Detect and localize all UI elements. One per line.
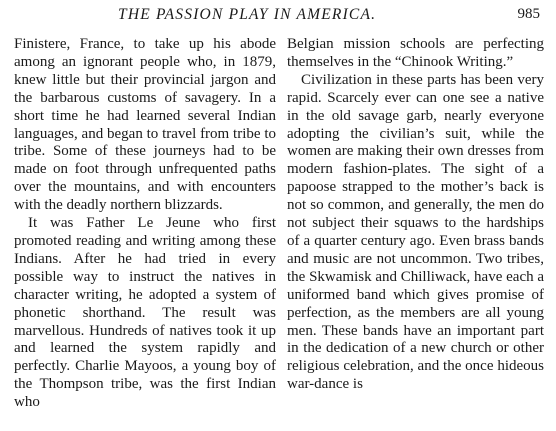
page-number: 985 <box>517 6 540 22</box>
right-column <box>287 36 544 431</box>
paragraph-continuation: Finistere, France, to take up his abode among an ignorant people who, in 1879, knew little but their provincial jargon and the barbarous customs of savagery. In a short time he had learned several Indian languages, and began to travel from tribe to tribe. Some of these journeys had to be made on foot through unfrequented paths over the mountains, and with encounters with the deadly northern blizzards. <box>14 36 276 214</box>
paragraph-civilization: Civilization in these parts has been very rapid. Scarcely ever can one see a native in the old savage garb, nearly everyone adopting the civilian’s suit, while the women are making their own dresses from modern fashion-plates. The sight of a papoose strapped to the mother’s back is not so common, and generally, the men do not subject their squaws to the hardships of a quarter century ago. Even brass bands and music are not uncommon. Two tribes, the Skwamisk and Chilliwack, have each a uniformed band which gives promise of perfection, as the members are all young men. These bands have an important part in the dedication of a new church or other religious celebration, and the once hideous war-dance is <box>287 71 544 393</box>
left-column <box>14 36 276 431</box>
running-title: THE PASSION PLAY IN AMERICA. <box>118 6 377 23</box>
page-header <box>0 6 556 28</box>
paragraph-continuation: Belgian mission schools are perfecting themselves in the “Chinook Writing.” <box>287 36 544 70</box>
paragraph-le-jeune: It was Father Le Jeune who first promoted reading and writing among these Indians. After he had tried in every possible way to instruct the natives in character writing, he adopted a system of phonetic shorthand. The result was marvellous. Hundreds of natives took it up and learned the system rapidly and perfectly. Charlie Mayoos, a young boy of the Thompson tribe, was the first Indian who <box>14 215 276 411</box>
